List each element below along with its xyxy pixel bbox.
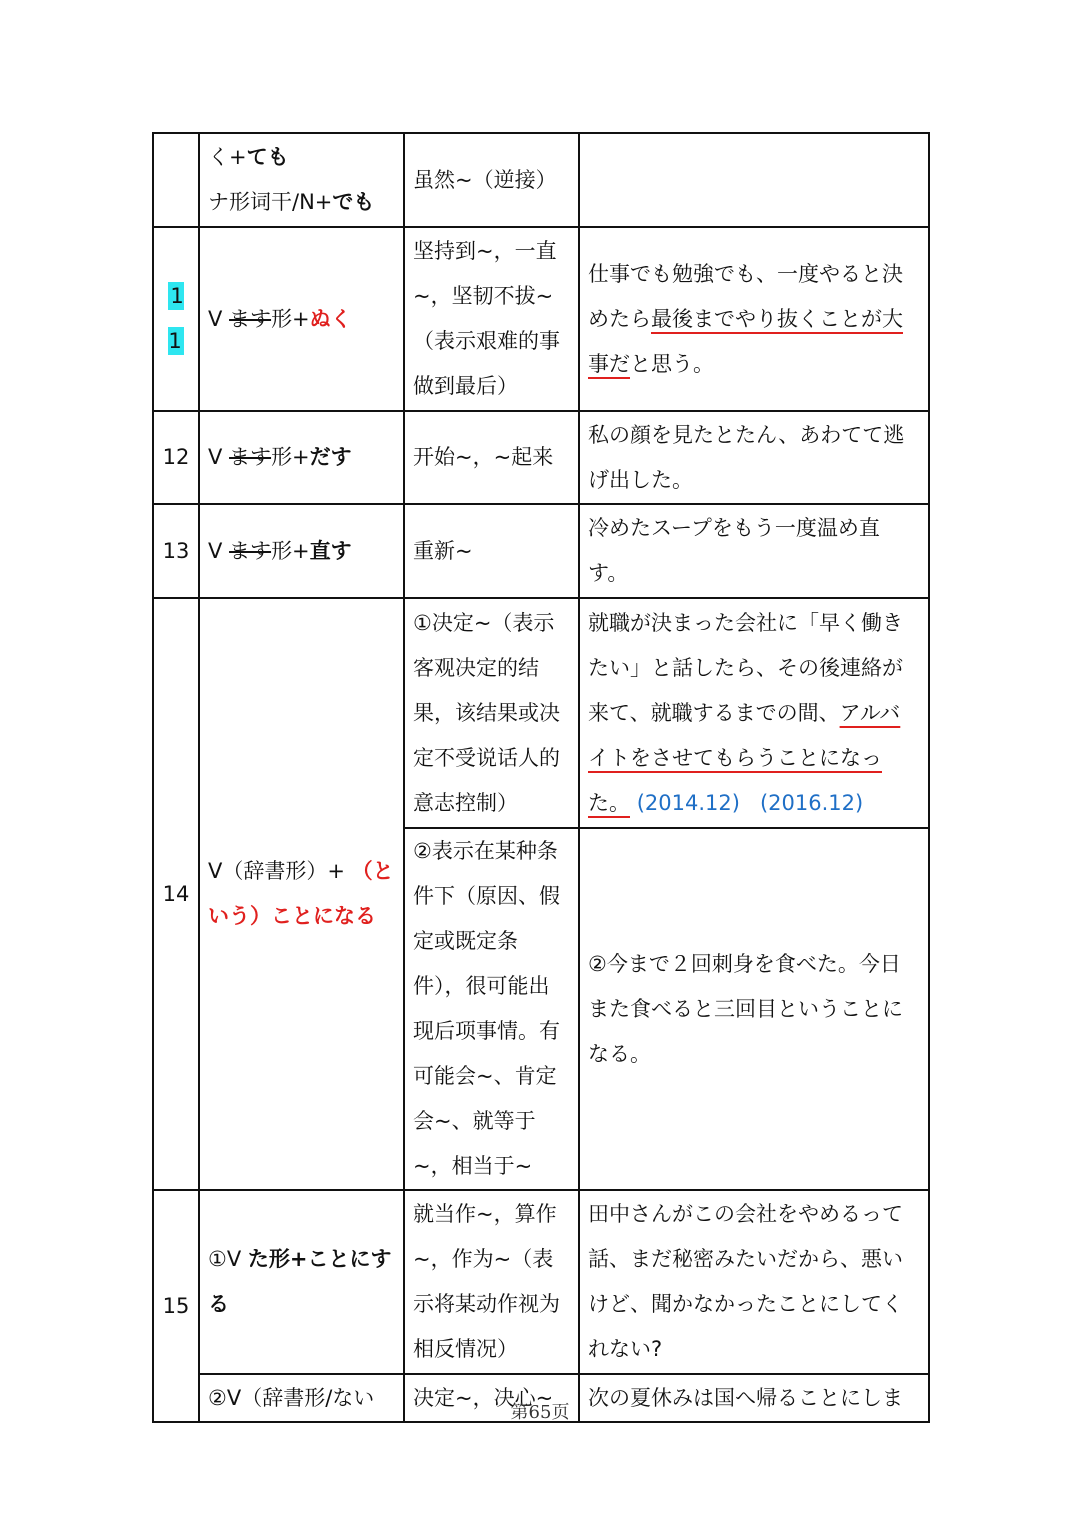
meaning-text: 就当作~，算作~，作为~（表示将某动作视为相反情况）	[413, 1202, 560, 1361]
example-cell	[579, 598, 929, 828]
example-cell	[579, 411, 929, 504]
example-text: 冷めたスープをもう一度温め直す。	[588, 516, 880, 585]
exam-reference: (2016.12)	[759, 790, 864, 815]
table-row	[153, 133, 929, 227]
meaning-cell	[404, 598, 579, 828]
example-text: 私の顔を見たとたん、あわてて逃げ出した。	[588, 422, 905, 492]
row-number: 15	[162, 1293, 190, 1318]
pattern-cell	[199, 1190, 404, 1374]
pattern-keyword: 直す	[309, 538, 352, 563]
pattern-text: V	[208, 445, 223, 469]
meaning-cell	[404, 828, 579, 1190]
meaning-text: 重新~	[413, 538, 473, 563]
meaning-text: 开始~，~起来	[413, 445, 554, 469]
example-underlined: アルバイトをさせてもらうことになった。	[588, 700, 901, 815]
pattern-text: V	[208, 538, 223, 563]
pattern-cell	[199, 227, 404, 411]
row-number-cell	[153, 1190, 199, 1422]
example-text: ②今まで２回刺身を食べた。今日また食べると三回目ということになる。	[588, 951, 903, 1066]
pattern-keyword: た形+ことにする	[208, 1247, 392, 1316]
example-text: 田中さんがこの会社をやめるって話、まだ秘密みたいだから、悪いけど、聞かなかったことにしてくれない?	[588, 1202, 903, 1361]
example-cell	[579, 227, 929, 411]
pattern-cell	[199, 598, 404, 1190]
pattern-text: V	[208, 306, 223, 331]
pattern-strike-text: ます	[229, 306, 272, 331]
example-cell	[579, 1190, 929, 1374]
example-cell	[579, 828, 929, 1190]
meaning-cell	[404, 411, 579, 504]
table-row	[153, 227, 929, 411]
example-text: 仕事でも勉強でも、一度やると決めたら	[588, 261, 903, 331]
row-number: 12	[162, 445, 190, 469]
pattern-keyword: だす	[309, 445, 352, 469]
example-underlined: 最後までやり抜くことが大事だ	[588, 306, 903, 376]
meaning-text: 决定~，决心~	[413, 1385, 554, 1410]
pattern-strike-text: ます	[229, 538, 272, 563]
page-number: 第65页	[510, 1402, 570, 1423]
meaning-cell	[404, 504, 579, 598]
row-number: 14	[162, 881, 190, 906]
pattern-cell	[199, 133, 404, 227]
pattern-text: 形+	[271, 538, 310, 563]
pattern-text: ①V	[208, 1247, 242, 1271]
example-text: 次の夏休みは国へ帰ることにしま	[588, 1385, 903, 1410]
row-number-cell	[153, 227, 199, 411]
pattern-cell	[199, 411, 404, 504]
pattern-keyword: でも	[332, 190, 375, 214]
example-cell	[579, 133, 929, 227]
row-number-cell	[153, 504, 199, 598]
pattern-keyword: ても	[246, 145, 289, 169]
row-number-highlighted: 11	[168, 284, 184, 353]
meaning-cell	[404, 227, 579, 411]
pattern-cell	[199, 504, 404, 598]
pattern-keyword: ぬく	[309, 306, 352, 331]
pattern-text: 形+	[271, 445, 310, 469]
row-number: 13	[162, 538, 190, 563]
table-row	[153, 504, 929, 598]
meaning-text: ①决定~（表示客观决定的结果，该结果或决定不受说话人的意志控制）	[413, 610, 560, 815]
table-row	[153, 1190, 929, 1374]
row-number-cell	[153, 411, 199, 504]
example-text: 就職が決まった会社に「早く働きたい」と話したら、その後連絡が来て、就職するまでの間、	[588, 610, 903, 725]
pattern-text: V（辞書形）+	[208, 859, 345, 883]
row-number-cell	[153, 598, 199, 1190]
meaning-cell	[404, 133, 579, 227]
pattern-text: く+	[208, 145, 247, 169]
pattern-text: ナ形词干/N+	[208, 190, 333, 214]
pattern-keyword: （という）ことになる	[208, 859, 394, 928]
pattern-text: 形+	[271, 306, 310, 331]
table-row	[153, 598, 929, 828]
example-cell	[579, 504, 929, 598]
example-text: と思う。	[630, 351, 714, 376]
row-number-cell	[153, 133, 199, 227]
meaning-text: 坚持到~，一直~，坚韧不拔~（表示艰难的事做到最后）	[413, 239, 560, 398]
pattern-strike-text: ます	[229, 445, 272, 469]
meaning-cell	[404, 1190, 579, 1374]
table-row	[153, 411, 929, 504]
pattern-text: ②V（辞書形/ない	[208, 1385, 375, 1410]
exam-reference: (2014.12)	[636, 790, 740, 815]
meaning-text: ②表示在某种条件下（原因、假定或既定条件），很可能出现后项事情。有可能会~、肯定会~、就等于~，相当于~	[413, 839, 560, 1178]
meaning-text: 虽然~（逆接）	[413, 167, 557, 192]
grammar-table	[152, 132, 930, 1423]
